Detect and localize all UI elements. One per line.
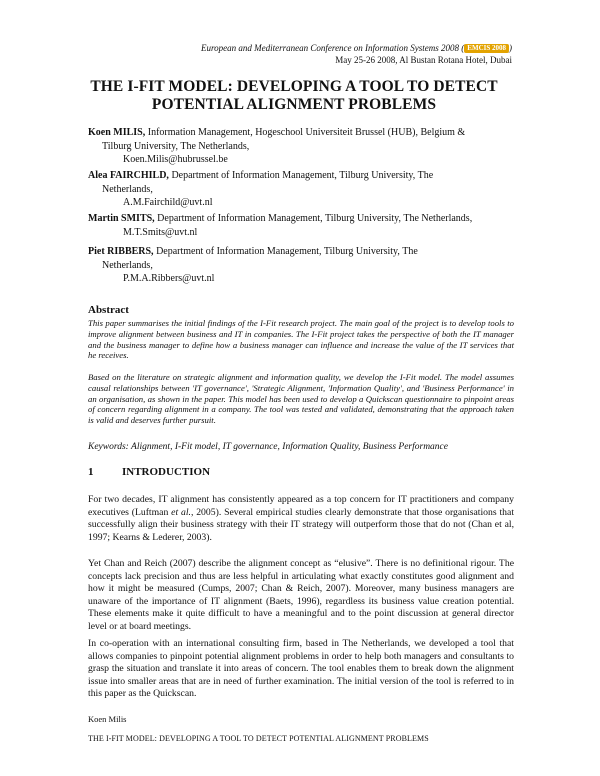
conference-dates: May 25-26 2008, Al Bustan Rotana Hotel, Dubai	[335, 55, 512, 65]
author-email: A.M.Fairchild@uvt.nl	[123, 197, 213, 208]
author-name: Koen MILIS,	[88, 127, 146, 138]
body-paragraph: For two decades, IT alignment has consistently appeared as a top concern for IT practitioners and company executives (Luftman et al., 2005). Several empirical studies clearly demonstrate that those organisations that successfully align their business strategy with their IT strategy will outperform those that do not (Chan et al, 1997; Kearns & Lederer, 2003).	[88, 494, 515, 543]
keywords: Keywords: Alignment, I-Fit model, IT governance, Information Quality, Business Performance	[88, 442, 448, 452]
author-name: Martin SMITS,	[88, 213, 155, 224]
author-name: Piet RIBBERS,	[88, 246, 154, 257]
footer-title: THE I-FIT MODEL: DEVELOPING A TOOL TO DETECT POTENTIAL ALIGNMENT PROBLEMS	[88, 734, 429, 743]
author-name: Alea FAIRCHILD,	[88, 170, 169, 181]
author-block: Martin SMITS, Department of Information Management, Tilburg University, The Netherlands, M.T.Smits@uvt.nl	[88, 212, 518, 239]
body-paragraph: In co-operation with an international consulting firm, based in The Netherlands, we developed a tool that allows companies to pinpoint potential alignment problems in order to help both managers and consultants to grasp the situation and translate it into areas of concern. The tool enables them to break down the alignment issue into smaller areas that are in need of further examination. The initial version of the tool is referred to in this paper as the Quickscan.	[88, 638, 514, 700]
abstract-paragraph: Based on the literature on strategic alignment and information quality, we develop the I-Fit model. The model assumes causal relationships between 'IT governance', 'Strategic Alignment, 'Information Quality', and 'Business Performance' in an organisation, as shown in the paper. This model has been used to develop a Quickscan questionnaire to pinpoint areas of concern regarding alignment in a company. The tool was tested and validated, demonstrating that the approach taken is valid and deserves further pursuit.	[88, 372, 514, 426]
author-email: Koen.Milis@hubrussel.be	[123, 154, 228, 165]
section-heading	[88, 466, 210, 478]
conference-header: European and Mediterranean Conference on Information Systems 2008 ( EMCIS 2008 ) May 25-26 2008, Al Bustan Rotana Hotel, Dubai	[201, 43, 512, 65]
conference-logo: EMCIS 2008	[464, 44, 509, 53]
author-block: Alea FAIRCHILD, Department of Information Management, Tilburg University, The Netherlands, A.M.Fairchild@uvt.nl	[88, 169, 518, 210]
author-block: Piet RIBBERS, Department of Information Management, Tilburg University, The Netherlands, P.M.A.Ribbers@uvt.nl	[88, 245, 518, 286]
body-paragraph: Yet Chan and Reich (2007) describe the alignment concept as “elusive”. There is no definitional rigour. The concepts lack precision and thus are less helpful in articulating what exactly constitutes good alignment and how it might be measured (Cumps, 2007; Chan & Reich, 2007). Moreover, many business managers are unaware of the importance of IT alignment (Baets, 1996), regardless its business value creation potential. These elements make it quite difficult to have a meaningful and to the point discussion at general director level or at board meetings.	[88, 558, 514, 632]
section-title: INTRODUCTION	[122, 466, 211, 478]
abstract-paragraph: This paper summarises the initial findings of the I-Fit research project. The main goal of the project is to develop tools to improve alignment between business and IT in companies. The I-Fit project takes the perspective of both the IT manager and the business manager to define how a business manager can influence and increase the value of the IT services that he receives.	[88, 318, 514, 361]
section-number: 1	[88, 466, 94, 478]
conference-name: European and Mediterranean Conference on Information Systems 2008 (	[201, 43, 465, 53]
author-block: Koen MILIS, Information Management, Hogeschool Universiteit Brussel (HUB), Belgium & Tilburg University, The Netherlands, Koen.Milis@hubrussel.be	[88, 126, 518, 167]
footer-author: Koen Milis	[88, 714, 127, 724]
abstract-heading: Abstract	[88, 304, 129, 316]
author-email: M.T.Smits@uvt.nl	[123, 226, 198, 238]
paper-title: THE I-FIT MODEL: DEVELOPING A TOOL TO DETECT POTENTIAL ALIGNMENT PROBLEMS	[90, 78, 498, 113]
author-email: P.M.A.Ribbers@uvt.nl	[123, 273, 215, 284]
